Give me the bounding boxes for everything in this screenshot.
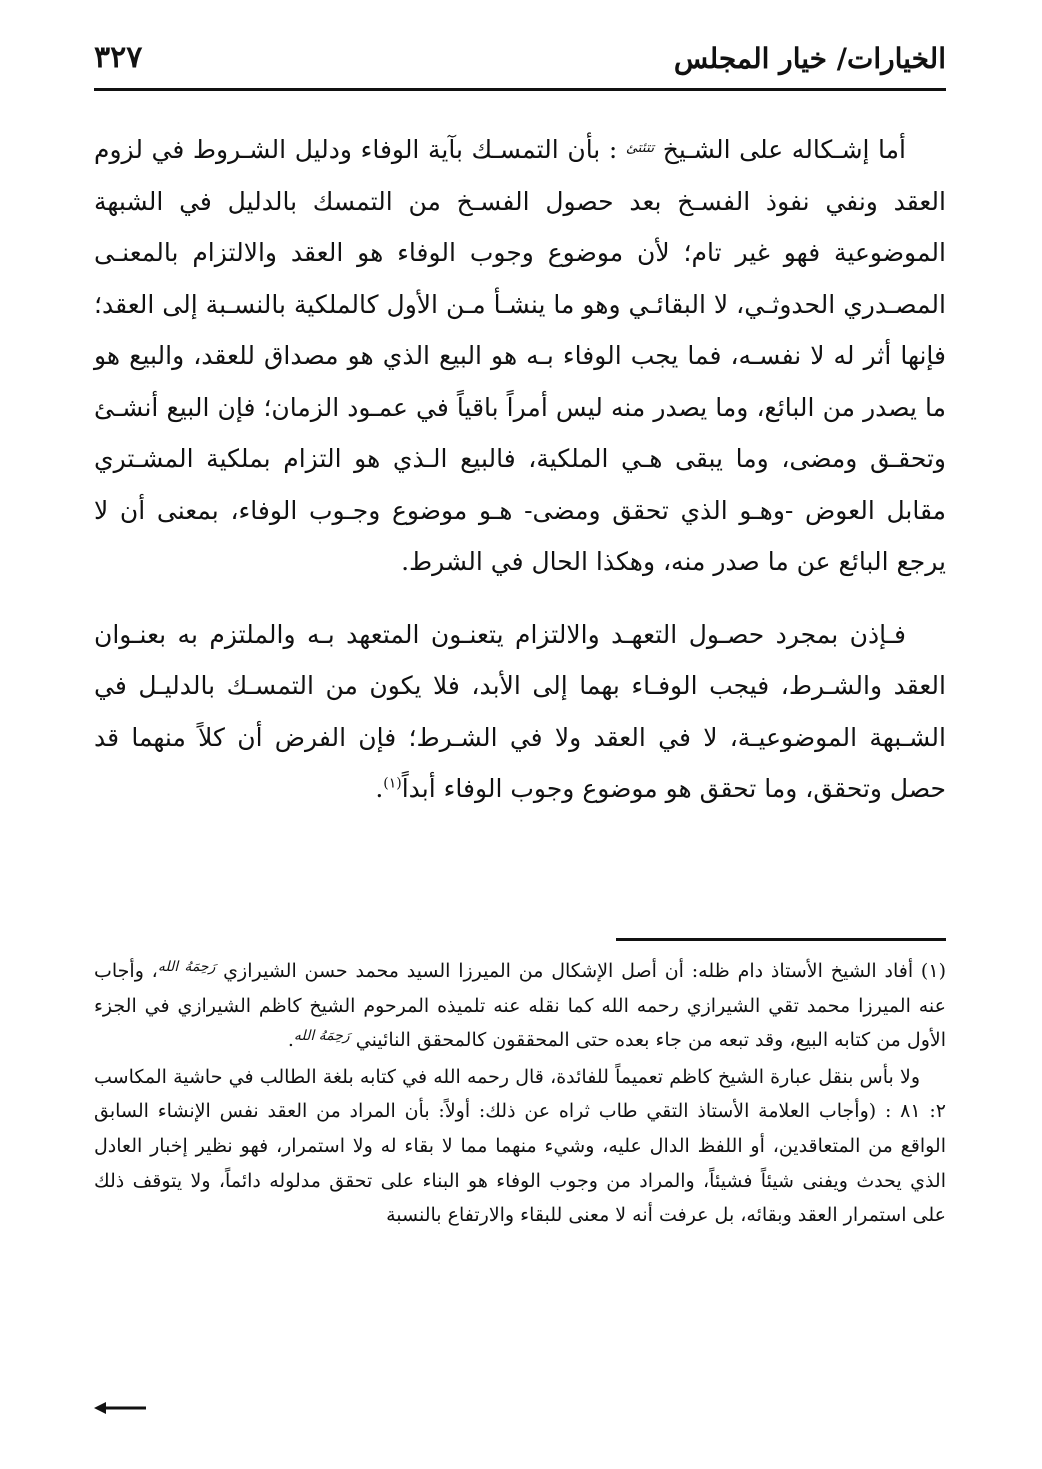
footnote-1-text-a: (١) أفاد الشيخ الأستاذ دام ظله: أن أصل الإشكال من الميرزا السيد محمد حسن الشيرازي (223, 960, 946, 982)
paragraph-2 (94, 609, 946, 815)
footnote-reference[interactable]: (١) (383, 775, 402, 792)
paragraph-2-text: فـإذن بمجرد حصـول التعهـد والالتزام يتعنـون المتعهد بـه والملتزم به بعنـوان العقد والشـرط، فيجب الوفـاء بهما إلى الأبد، فلا يكون من التمسـك بالدليـل في الشـبهة الموضوعيـة، لا في العقد ولا في الشـرط؛ فإن الفرض أن كلاً منهما قد حصل وتحقق، وما تحقق هو موضوع وجوب الوفاء أبداً (94, 619, 946, 803)
main-text (94, 124, 946, 815)
paragraph-2-end: . (375, 774, 384, 803)
paragraph-1 (94, 124, 946, 588)
page-header (94, 40, 946, 84)
honorific-mark: رَحِمَهُ الله (157, 959, 216, 975)
footnote-1-text-b: ، وأجاب عنه الميرزا محمد تقي الشيرازي رحمه الله كما نقله عنه تلميذه المرحوم الشيخ كاظم الشيرازي في الجزء الأول من كتابه البيع، وقد تبعه من جاء بعده حتى المحققون كالمحقق النائيني (94, 960, 946, 1052)
footnote-1-text-c: . (287, 1029, 294, 1052)
honorific-mark: تتئتئ (625, 140, 655, 156)
header-rule (94, 88, 946, 91)
paragraph-1-opening: أما إشـكاله على الشـيخ (662, 135, 906, 164)
paragraph-1-text: : بأن التمسـك بآية الوفاء ودليل الشـروط في لزوم العقد ونفي نفوذ الفسـخ بعد حصول الفسـخ من التمسك بالدليل في الشبهة الموضوعية فهو غير تام؛ لأن موضوع وجوب الوفاء هو العقد والالتزام بالمعنـى المصـدري الحدوثـي، لا البقائـي وهو ما ينشـأ مـن الأول كالملكية بالنسـبة إلى العقد؛ فإنها أثر له لا نفسـه، فما يجب الوفاء بـه هو البيع الذي هو مصداق للعقد، والبيع هو ما يصدر من البائع، وما يصدر منه ليس أمراً باقياً في عمـود الزمان؛ فإن البيع أنشـئ وتحقـق ومضى، وما يبقى هـي الملكية، فالبيع الـذي هو التزام بملكية المشـتري مقابل العوض -وهـو الذي تحقق ومضى- هـو موضوع وجـوب الوفاء، بمعنى أن لا يرجع البائع عن ما صدر منه، وهكذا الحال في الشرط. (94, 135, 946, 576)
continue-arrow-icon (94, 1400, 146, 1416)
honorific-mark: رَحِمَهُ الله (293, 1028, 350, 1045)
footnotes (94, 954, 946, 1233)
footnote-separator (616, 938, 946, 941)
page-number: ٣٢٧ (94, 40, 143, 75)
running-title: الخيارات/ خيار المجلس (673, 42, 946, 75)
footnote-1 (94, 954, 946, 1058)
footnote-1-continuation: ولا بأس بنقل عبارة الشيخ كاظم تعميماً للفائدة، قال رحمه الله في كتابه بلغة الطالب في حاشية المكاسب ٢: ٨١ : (وأجاب العلامة الأستاذ التقي طاب ثراه عن ذلك: أولاً: بأن المراد من العقد نفس الإنشاء السابق الواقع من المتعاقدين، أو اللفظ الدال عليه، وشيء منهما مما لا بقاء له ولا استمرار، فهو نظير إخبار العادل الذي يحدث ويفنى شيئاً فشيئاً، والمراد من وجوب الوفاء هو البناء على تحقق مدلوله دائماً، ولا يتوقف ذلك على استمرار العقد وبقائه، بل عرفت أنه لا معنى للبقاء والارتفاع بالنسبة (94, 1065, 946, 1227)
